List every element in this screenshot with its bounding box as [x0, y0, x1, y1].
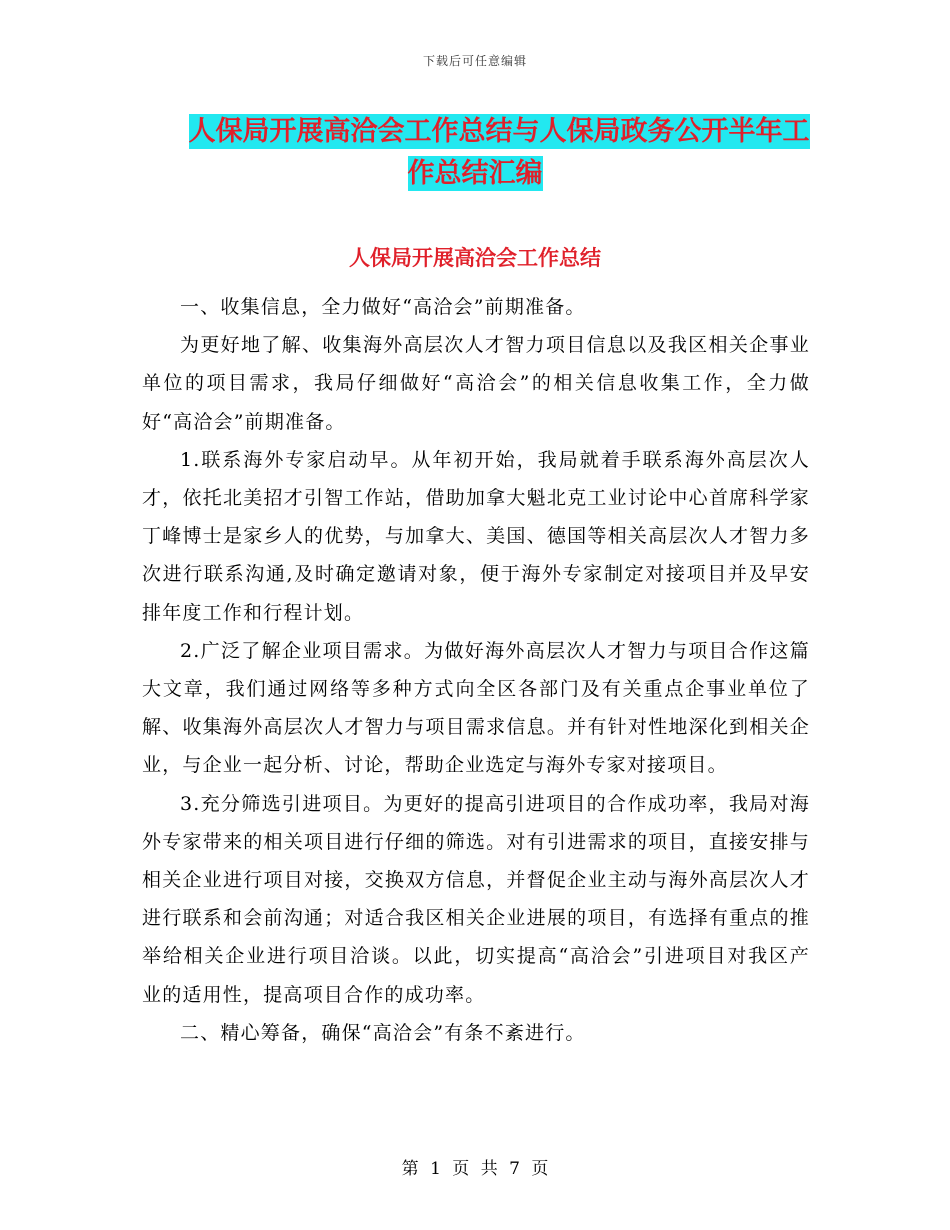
paragraph: 为更好地了解、收集海外高层次人才智力项目信息以及我区相关企事业单位的项目需求，我局仔细做好“高洽会”的相关信息收集工作，全力做好“高洽会”前期准备。: [142, 334, 810, 433]
page-footer: 第 1 页 共 7 页: [401, 1159, 549, 1179]
paragraph: 2.广泛了解企业项目需求。为做好海外高层次人才智力与项目合作这篇大文章，我们通过网络等多种方式向全区各部门及有关重点企事业单位了解、收集海外高层次人才智力与项目需求信息。并有针对性地深化到相关企业，与企业一起分析、讨论，帮助企业选定与海外专家对接项目。: [142, 639, 810, 777]
paragraph: 3.充分筛选引进项目。为更好的提高引进项目的合作成功率，我局对海外专家带来的相关项目进行仔细的筛选。对有引进需求的项目，直接安排与相关企业进行项目对接，交换双方信息，并督促企业主动与海外高层次人才进行联系和会前沟通；对适合我区相关企业进展的项目，有选择有重点的推举给相关企业进行项目洽谈。以此，切实提高“高洽会”引进项目对我区产业的适用性，提高项目合作的成功率。: [142, 792, 810, 1006]
paragraph-heading-2: 二、精心筹备，确保“高洽会”有条不紊进行。: [180, 1021, 586, 1044]
document-title-text-1: 人保局开展高洽会工作总结与人保局政务公开半年工: [188, 116, 810, 147]
document-body: [142, 288, 810, 1052]
section-title: 人保局开展高洽会工作总结: [349, 246, 601, 270]
document-title-text-2: 作总结汇编: [407, 158, 543, 189]
document-title-line-2: [0, 148, 950, 200]
paragraph: 1.联系海外专家启动早。从年初开始，我局就着手联系海外高层次人才，依托北美招才引智工作站，借助加拿大魁北克工业讨论中心首席科学家丁峰博士是家乡人的优势，与加拿大、美国、德国等相关高层次人才智力多次进行联系沟通,及时确定邀请对象，便于海外专家制定对接项目并及早安排年度工作和行程计划。: [142, 448, 810, 624]
header-note: 下载后可任意编辑: [422, 54, 527, 68]
paragraph-heading-1: 一、收集信息，全力做好“高洽会”前期准备。: [180, 296, 586, 318]
